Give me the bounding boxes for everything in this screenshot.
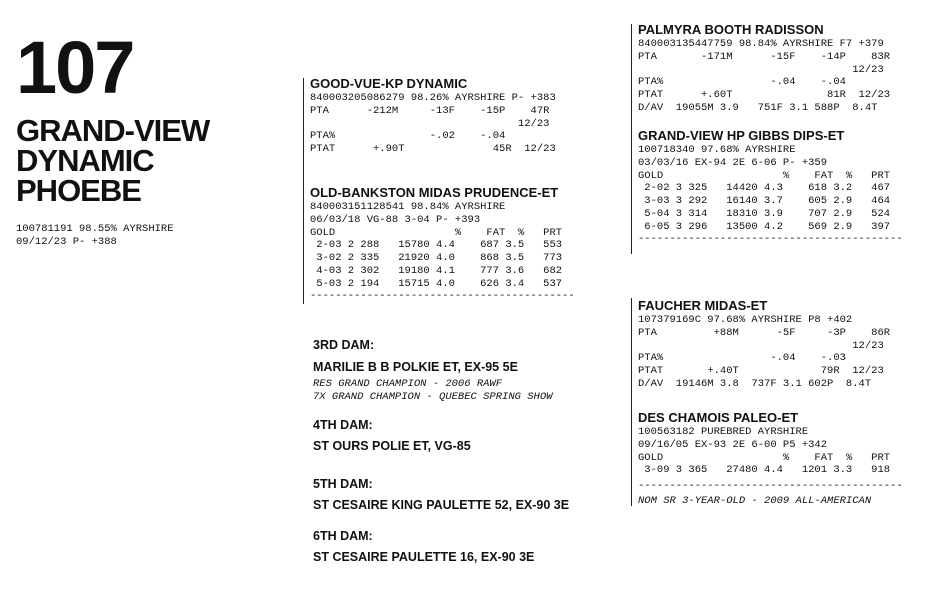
animal-name-line-3: PHOEBE — [16, 173, 141, 208]
dam-dam-line: GOLD % FAT % PRT — [638, 451, 891, 464]
sire-sire-line: PTA% -.04 -.04 — [638, 76, 846, 89]
dam-side-bracket-line — [631, 298, 632, 506]
sire-dam-line: 100718340 97.68% AYRSHIRE — [638, 144, 796, 156]
dam-sire-line: 12/23 — [638, 339, 884, 352]
animal-name-line-1: GRAND-VIEW — [16, 113, 210, 148]
dam-line: 840003151128541 98.84% AYRSHIRE — [310, 201, 506, 213]
sire-line: 840003205086279 98.26% AYRSHIRE P- +383 — [310, 92, 556, 104]
fourth-dam-block — [313, 418, 471, 454]
third-dam-label: 3RD DAM: — [313, 338, 375, 352]
sixth-dam-block — [313, 529, 534, 565]
sire-dam-line: 5-04 3 314 18310 3.9 707 2.9 524 — [638, 207, 891, 220]
dam-sire-line: PTA% -.04 -.03 — [638, 352, 846, 365]
sire-dam-line: 6-05 3 296 13500 4.2 569 2.9 397 — [638, 220, 891, 233]
dam-sire-name: FAUCHER MIDAS-ET — [638, 298, 768, 313]
sire-sire-block — [638, 22, 890, 115]
animal-registration: 100781191 98.55% AYRSHIRE — [16, 223, 174, 235]
sire-dam-line: 03/03/16 EX-94 2E 6-06 P- +359 — [638, 156, 828, 169]
dam-dam-divider: ------------------------------------------ — [638, 480, 903, 493]
sire-sire-line: PTAT +.60T 81R 12/23 — [638, 89, 891, 102]
dam-divider: ------------------------------------------ — [310, 289, 575, 302]
animal-name-line-2: DYNAMIC — [16, 143, 154, 178]
sire-name: GOOD-VUE-KP DYNAMIC — [310, 76, 468, 91]
dam-line: 3-02 2 335 21920 4.0 868 3.5 773 — [310, 252, 563, 265]
lot-number: 107 — [16, 26, 134, 109]
dam-dam-line: 100563182 PUREBRED AYRSHIRE — [638, 426, 809, 438]
sire-dam-block — [638, 128, 903, 244]
dam-line: 06/03/18 VG-88 3-04 P- +393 — [310, 213, 481, 226]
dam-sire-line: PTA +88M -5F -3P 86R — [638, 326, 891, 339]
dam-dam-name: DES CHAMOIS PALEO-ET — [638, 410, 799, 425]
sire-sire-details — [638, 38, 890, 115]
fourth-dam-label: 4TH DAM: — [313, 418, 373, 432]
third-dam-name: MARILIE B B POLKIE ET, EX-95 5E — [313, 360, 518, 374]
sire-sire-line: 12/23 — [638, 63, 884, 76]
fifth-dam-name: ST CESAIRE KING PAULETTE 52, EX-90 3E — [313, 498, 570, 512]
dam-line: 4-03 2 302 19180 4.1 777 3.6 682 — [310, 264, 563, 277]
sire-dam-details — [638, 144, 903, 234]
dam-name: OLD-BANKSTON MIDAS PRUDENCE-ET — [310, 185, 559, 200]
third-dam-block — [313, 338, 552, 404]
dam-sire-details — [638, 314, 890, 391]
sire-side-bracket-line — [631, 24, 632, 254]
sixth-dam-label: 6TH DAM: — [313, 529, 373, 543]
sire-line: PTA -212M -13F -15P 47R — [310, 104, 550, 117]
sire-dam-divider: ------------------------------------------ — [638, 232, 903, 245]
sire-line: 12/23 — [310, 117, 550, 130]
sire-sire-line: PTA -171M -15F -14P 83R — [638, 50, 891, 63]
dam-dam-award: NOM SR 3-YEAR-OLD - 2009 ALL-AMERICAN — [638, 495, 872, 508]
sire-dam-line: 2-02 3 325 14420 4.3 618 3.2 467 — [638, 182, 891, 195]
dam-dam-line: 09/16/05 EX-93 2E 6-00 P5 +342 — [638, 438, 828, 451]
sixth-dam-name: ST CESAIRE PAULETTE 16, EX-90 3E — [313, 550, 535, 564]
dam-dam-details — [638, 426, 903, 477]
sire-details — [310, 92, 556, 156]
dam-line: 5-03 2 194 15715 4.0 626 3.4 537 — [310, 277, 563, 290]
sire-sire-line: D/AV 19055M 3.9 751F 3.1 588P 8.4T — [638, 101, 878, 114]
dam-line: GOLD % FAT % PRT — [310, 226, 563, 239]
fifth-dam-block — [313, 477, 569, 513]
sire-sire-name: PALMYRA BOOTH RADISSON — [638, 22, 824, 37]
fourth-dam-name: ST OURS POLIE ET, VG-85 — [313, 439, 471, 453]
dam-dam-block — [638, 410, 903, 508]
sire-block — [310, 76, 556, 156]
pedigree-bracket-line — [303, 78, 304, 304]
third-dam-note: 7X GRAND CHAMPION - QUEBEC SPRING SHOW — [313, 390, 553, 403]
dam-block — [310, 185, 575, 301]
dam-line: 2-03 2 288 15780 4.4 687 3.5 553 — [310, 239, 563, 252]
animal-birth-info: 09/12/23 P- +388 — [16, 236, 117, 248]
sire-line: PTAT +.90T 45R 12/23 — [310, 143, 556, 156]
dam-dam-line: 3-09 3 365 27480 4.4 1201 3.3 918 — [638, 464, 891, 477]
dam-sire-block — [638, 298, 890, 391]
dam-details — [310, 201, 575, 291]
dam-sire-line: 107379169C 97.68% AYRSHIRE P8 +402 — [638, 314, 853, 326]
dam-sire-line: D/AV 19146M 3.8 737F 3.1 602P 8.4T — [638, 377, 872, 390]
fifth-dam-label: 5TH DAM: — [313, 477, 373, 491]
animal-name — [16, 113, 286, 208]
dam-sire-line: PTAT +.40T 79R 12/23 — [638, 365, 884, 378]
sire-dam-line: 3-03 3 292 16140 3.7 605 2.9 464 — [638, 195, 891, 208]
sire-line: PTA% -.02 -.04 — [310, 130, 506, 143]
sire-dam-name: GRAND-VIEW HP GIBBS DIPS-ET — [638, 128, 845, 143]
sire-sire-line: 840003135447759 98.84% AYRSHIRE F7 +379 — [638, 38, 884, 50]
third-dam-note: RES GRAND CHAMPION - 2006 RAWF — [313, 378, 503, 390]
sire-dam-line: GOLD % FAT % PRT — [638, 169, 891, 182]
